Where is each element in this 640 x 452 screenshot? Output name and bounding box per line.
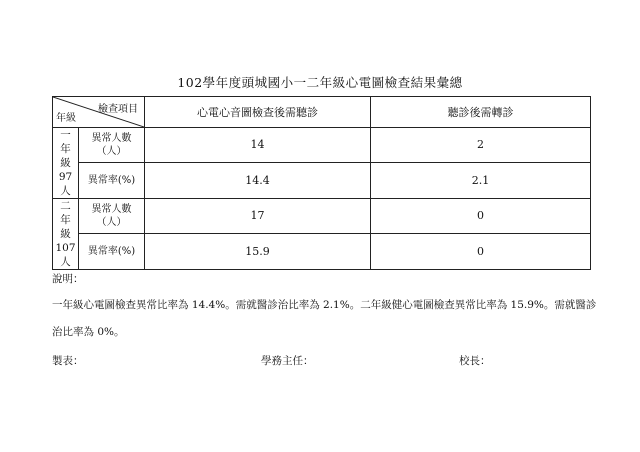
grade-cell-first: 一 年 級 97 人 — [53, 128, 79, 199]
notes-text-line-2: 治比率為 0%。 — [52, 326, 125, 338]
value-cell: 0 — [371, 199, 591, 234]
header-grade-label: 年級 — [56, 113, 76, 124]
value-cell: 14.4 — [145, 162, 371, 198]
table-row — [53, 128, 591, 163]
table-row — [53, 199, 591, 234]
header-col-auscultation: 心電心音圖檢查後需聽診 — [145, 97, 371, 128]
table-header-row — [53, 97, 591, 128]
value-cell: 2.1 — [371, 162, 591, 198]
header-item-label: 檢查項目 — [98, 104, 138, 115]
item-cell: 異常率(%) — [79, 162, 145, 198]
notes-text-line-1: 一年級心電圖檢查異常比率為 14.4%。需就醫診治比率為 2.1%。二年級健心電圖檢查異常比率為 15.9%。需就醫診 — [52, 299, 597, 311]
notes-label: 說明： — [52, 273, 84, 285]
item-cell: 異常人數 （人） — [79, 199, 145, 234]
header-corner-cell — [53, 97, 145, 128]
table-row — [53, 233, 591, 269]
signature-maker: 製表： — [52, 355, 84, 367]
value-cell: 14 — [145, 128, 371, 163]
table-row — [53, 162, 591, 198]
signature-principal: 校長： — [459, 355, 491, 367]
header-col-referral: 聽診後需轉診 — [371, 97, 591, 128]
value-cell: 17 — [145, 199, 371, 234]
value-cell: 15.9 — [145, 233, 371, 269]
signature-director: 學務主任： — [261, 355, 314, 367]
page-title: 102學年度頭城國小一二年級心電圖檢查結果彙總 — [177, 75, 463, 90]
item-cell: 異常率(%) — [79, 233, 145, 269]
results-table — [52, 96, 591, 270]
item-cell: 異常人數 （人） — [79, 128, 145, 163]
grade-cell-second: 二 年 級 107 人 — [53, 199, 79, 270]
value-cell: 2 — [371, 128, 591, 163]
value-cell: 0 — [371, 233, 591, 269]
